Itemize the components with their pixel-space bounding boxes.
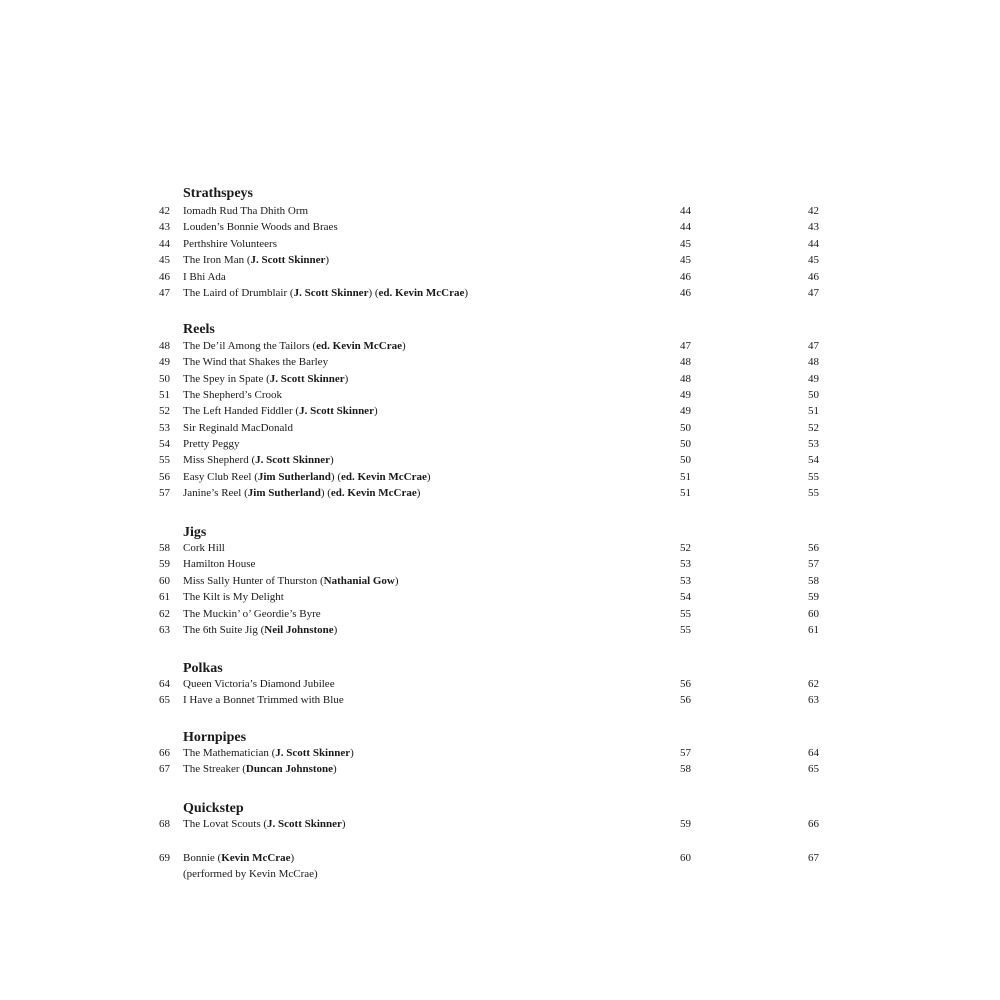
entry-track-number: 47 — [808, 340, 819, 352]
entry-number: 47 — [159, 287, 170, 299]
entry-page-number: 45 — [680, 237, 691, 250]
entry-title: Bonnie (Kevin McCrae) — [183, 852, 295, 864]
entry-number: 48 — [159, 340, 170, 352]
entry-page-number: 48 — [680, 372, 691, 385]
entry-page-number: 49 — [680, 389, 691, 402]
entry-title-text: Pretty Peggy — [183, 438, 240, 451]
toc-entry — [0, 850, 1000, 866]
entry-title — [183, 692, 344, 708]
entry-page-number: 59 — [680, 818, 691, 830]
entry-title-text: The Iron Man — [183, 254, 245, 267]
entry-track-number: 43 — [808, 221, 819, 234]
entry-title: Janine’s Reel (Jim Sutherland) (ed. Kevin McCrae) — [183, 487, 421, 500]
entry-track-number: 60 — [808, 607, 819, 620]
toc-entry — [0, 252, 1000, 268]
entry-page-number: 44 — [680, 221, 691, 234]
entry-title-text: Queen Victoria’s Diamond Jubilee — [183, 678, 335, 690]
entry-number: 65 — [159, 694, 170, 707]
entry-credit: J. Scott Skinner — [293, 287, 369, 299]
entry-title-text: The De’il Among the Tailors — [183, 340, 310, 352]
toc-entry — [0, 816, 1000, 832]
section-heading: Jigs — [183, 525, 207, 540]
entry-track-number: 63 — [808, 694, 819, 707]
entry-page-number: 57 — [680, 747, 691, 759]
entry-title — [183, 676, 335, 692]
entry-number: 42 — [159, 205, 170, 217]
entry-number: 49 — [159, 356, 170, 369]
entry-title-text: Easy Club Reel — [183, 470, 252, 483]
entry-title — [183, 556, 255, 572]
entry-page-number: 51 — [680, 487, 691, 500]
entry-number: 66 — [159, 747, 170, 759]
entry-title: Miss Sally Hunter of Thurston (Nathanial Gow) — [183, 574, 399, 587]
entry-title-text: The Laird of Drumblair — [183, 287, 288, 299]
entry-track-number: 46 — [808, 270, 819, 283]
entry-number: 60 — [159, 574, 170, 587]
entry-number: 57 — [159, 487, 170, 500]
entry-track-number: 42 — [808, 205, 819, 217]
entry-title: The 6th Suite Jig (Neil Johnstone) — [183, 624, 338, 636]
entry-number: 69 — [159, 852, 170, 864]
entry-credit: Nathanial Gow — [323, 574, 395, 587]
entry-track-number: 47 — [808, 287, 819, 299]
entry-track-number: 52 — [808, 421, 819, 434]
entry-credit: Kevin McCrae — [221, 852, 291, 864]
entry-number: 58 — [159, 542, 170, 554]
entry-page-number: 52 — [680, 542, 691, 554]
toc-entry — [0, 338, 1000, 354]
entry-track-number: 55 — [808, 487, 819, 500]
entry-title-text: I Bhi Ada — [183, 270, 226, 283]
entry-title — [183, 540, 225, 556]
entry-page-number: 60 — [680, 852, 691, 864]
entry-track-number: 59 — [808, 591, 819, 604]
entry-page-number: 50 — [680, 421, 691, 434]
entry-title-text: Perthshire Volunteers — [183, 237, 277, 250]
entry-track-number: 67 — [808, 852, 819, 864]
toc-entry — [0, 219, 1000, 235]
entry-title — [183, 589, 284, 605]
entry-track-number: 57 — [808, 558, 819, 571]
section-heading: Quickstep — [183, 801, 244, 816]
entry-page-number: 46 — [680, 287, 691, 299]
entry-title-text: Hamilton House — [183, 558, 256, 571]
entry-page-number: 55 — [680, 607, 691, 620]
toc-entry — [0, 354, 1000, 370]
entry-number: 50 — [159, 372, 170, 385]
entry-credit: Jim Sutherland — [257, 470, 331, 483]
entry-title: The Laird of Drumblair (J. Scott Skinner) (ed. Kevin McCrae) — [183, 287, 469, 299]
entry-credit: ed. Kevin McCrae — [330, 487, 417, 500]
entry-title-text: Janine’s Reel — [183, 487, 242, 500]
entry-page-number: 56 — [680, 694, 691, 707]
entry-credit: Duncan Johnstone — [245, 763, 334, 776]
entry-page-number: 44 — [680, 205, 691, 217]
entry-title: The Iron Man (J. Scott Skinner) — [183, 254, 330, 267]
entry-title-text: Sir Reginald MacDonald — [183, 421, 293, 434]
toc-entry — [0, 452, 1000, 468]
entry-title — [183, 436, 240, 452]
entry-number: 54 — [159, 438, 170, 451]
entry-number: 43 — [159, 221, 170, 234]
toc-entry — [0, 606, 1000, 622]
entry-credit: ed. Kevin McCrae — [316, 340, 402, 352]
entry-credit: J. Scott Skinner — [269, 372, 345, 385]
toc-entry — [0, 485, 1000, 501]
entry-title-text: The Lovat Scouts — [183, 818, 261, 830]
entry-track-number: 56 — [808, 542, 819, 554]
entry-title-text: Miss Shepherd — [183, 454, 249, 467]
entry-title — [183, 354, 328, 370]
entry-page-number: 56 — [680, 678, 691, 690]
entry-page-number: 50 — [680, 454, 691, 467]
entry-credit: ed. Kevin McCrae — [378, 287, 465, 299]
entry-number: 52 — [159, 405, 170, 418]
entry-track-number: 51 — [808, 405, 819, 418]
entry-credit: Neil Johnstone — [264, 624, 334, 636]
entry-credit: Jim Sutherland — [247, 487, 321, 500]
entry-number: 68 — [159, 818, 170, 830]
entry-title-text: The Spey in Spate — [183, 372, 264, 385]
toc-entry — [0, 589, 1000, 605]
entry-number: 45 — [159, 254, 170, 267]
entry-title: The Mathematician (J. Scott Skinner) — [183, 747, 354, 759]
toc-entry — [0, 269, 1000, 285]
entry-page-number: 53 — [680, 574, 691, 587]
entry-title — [183, 219, 338, 235]
entry-title-text: The Kilt is My Delight — [183, 591, 284, 604]
entry-title-text: Cork Hill — [183, 542, 225, 554]
entry-number: 44 — [159, 237, 170, 250]
section-heading: Reels — [183, 322, 215, 337]
toc-entry — [0, 371, 1000, 387]
entry-title — [183, 236, 277, 252]
entry-title — [183, 269, 226, 285]
toc-entry — [0, 236, 1000, 252]
entry-track-number: 61 — [808, 624, 819, 636]
entry-page-number: 49 — [680, 405, 691, 418]
entry-page-number: 50 — [680, 438, 691, 451]
entry-number: 46 — [159, 270, 170, 283]
entry-track-number: 54 — [808, 454, 819, 467]
entry-track-number: 58 — [808, 574, 819, 587]
entry-title: Miss Shepherd (J. Scott Skinner) — [183, 454, 334, 467]
entry-number: 51 — [159, 389, 170, 402]
entry-title-text: The Left Handed Fiddler — [183, 405, 293, 418]
toc-entry — [0, 436, 1000, 452]
entry-page-number: 48 — [680, 356, 691, 369]
toc-entry — [0, 387, 1000, 403]
entry-number: 59 — [159, 558, 170, 571]
entry-title: The Streaker (Duncan Johnstone) — [183, 763, 337, 776]
entry-credit: J. Scott Skinner — [267, 818, 342, 830]
entry-title-text: Iomadh Rud Tha Dhith Orm — [183, 205, 309, 217]
entry-track-number: 48 — [808, 356, 819, 369]
entry-number: 55 — [159, 454, 170, 467]
entry-credit: J. Scott Skinner — [299, 405, 374, 418]
entry-title-text: The 6th Suite Jig — [183, 624, 258, 636]
toc-entry — [0, 573, 1000, 589]
section-heading: Hornpipes — [183, 730, 247, 745]
entry-title — [183, 606, 321, 622]
entry-track-number: 44 — [808, 237, 819, 250]
entry-track-number: 65 — [808, 763, 819, 776]
entry-number: 61 — [159, 591, 170, 604]
toc-entry — [0, 469, 1000, 485]
section-heading: Strathspeys — [183, 186, 254, 201]
entry-credit: J. Scott Skinner — [275, 747, 351, 759]
entry-title: Easy Club Reel (Jim Sutherland) (ed. Kevin McCrae) — [183, 470, 431, 483]
entry-title: The Spey in Spate (J. Scott Skinner) — [183, 372, 349, 385]
entry-track-number: 49 — [808, 372, 819, 385]
entry-title: The Lovat Scouts (J. Scott Skinner) — [183, 818, 346, 830]
toc-entry — [0, 761, 1000, 777]
entry-page-number: 45 — [680, 254, 691, 267]
entry-page-number: 51 — [680, 470, 691, 483]
entry-track-number: 55 — [808, 470, 819, 483]
entry-track-number: 64 — [808, 747, 819, 759]
toc-entry — [0, 676, 1000, 692]
entry-track-number: 66 — [808, 818, 819, 830]
entry-number: 63 — [159, 624, 170, 636]
entry-note: (performed by Kevin McCrae) — [183, 868, 318, 881]
entry-title — [183, 387, 282, 403]
entry-title-text: Miss Sally Hunter of Thurston — [183, 574, 318, 587]
toc-entry — [0, 420, 1000, 436]
entry-number: 53 — [159, 421, 170, 434]
toc-entry — [0, 622, 1000, 638]
entry-number: 56 — [159, 470, 170, 483]
entry-title — [183, 203, 308, 219]
entry-number: 64 — [159, 678, 170, 690]
entry-track-number: 62 — [808, 678, 819, 690]
entry-page-number: 54 — [680, 591, 691, 604]
entry-title-text: Bonnie — [183, 852, 215, 864]
entry-credit: J. Scott Skinner — [255, 454, 330, 467]
entry-track-number: 50 — [808, 389, 819, 402]
toc-entry — [0, 692, 1000, 708]
entry-number: 62 — [159, 607, 170, 620]
toc-entry — [0, 540, 1000, 556]
entry-title-text: The Streaker — [183, 763, 240, 776]
entry-title-text: The Wind that Shakes the Barley — [183, 356, 329, 369]
entry-title-text: The Mathematician — [183, 747, 269, 759]
entry-page-number: 55 — [680, 624, 691, 636]
toc-entry — [0, 745, 1000, 761]
toc-entry — [0, 203, 1000, 219]
entry-title — [183, 420, 293, 436]
entry-title-text: The Shepherd’s Crook — [183, 389, 282, 402]
entry-page-number: 46 — [680, 270, 691, 283]
entry-title-text: I Have a Bonnet Trimmed with Blue — [183, 694, 344, 707]
entry-number: 67 — [159, 763, 170, 776]
toc-entry — [0, 556, 1000, 572]
entry-credit: J. Scott Skinner — [250, 254, 326, 267]
toc-entry — [0, 285, 1000, 301]
entry-track-number: 45 — [808, 254, 819, 267]
entry-title-text: Louden’s Bonnie Woods and Braes — [183, 221, 338, 234]
entry-page-number: 47 — [680, 340, 691, 352]
toc-entry — [0, 403, 1000, 419]
entry-title: The De’il Among the Tailors (ed. Kevin McCrae) — [183, 340, 406, 352]
section-heading: Polkas — [183, 661, 223, 676]
entry-title: The Left Handed Fiddler (J. Scott Skinner) — [183, 405, 378, 418]
entry-page-number: 53 — [680, 558, 691, 571]
entry-title-text: The Muckin’ o’ Geordie’s Byre — [183, 607, 321, 620]
entry-credit: ed. Kevin McCrae — [341, 470, 427, 483]
entry-track-number: 53 — [808, 438, 819, 451]
entry-page-number: 58 — [680, 763, 691, 776]
